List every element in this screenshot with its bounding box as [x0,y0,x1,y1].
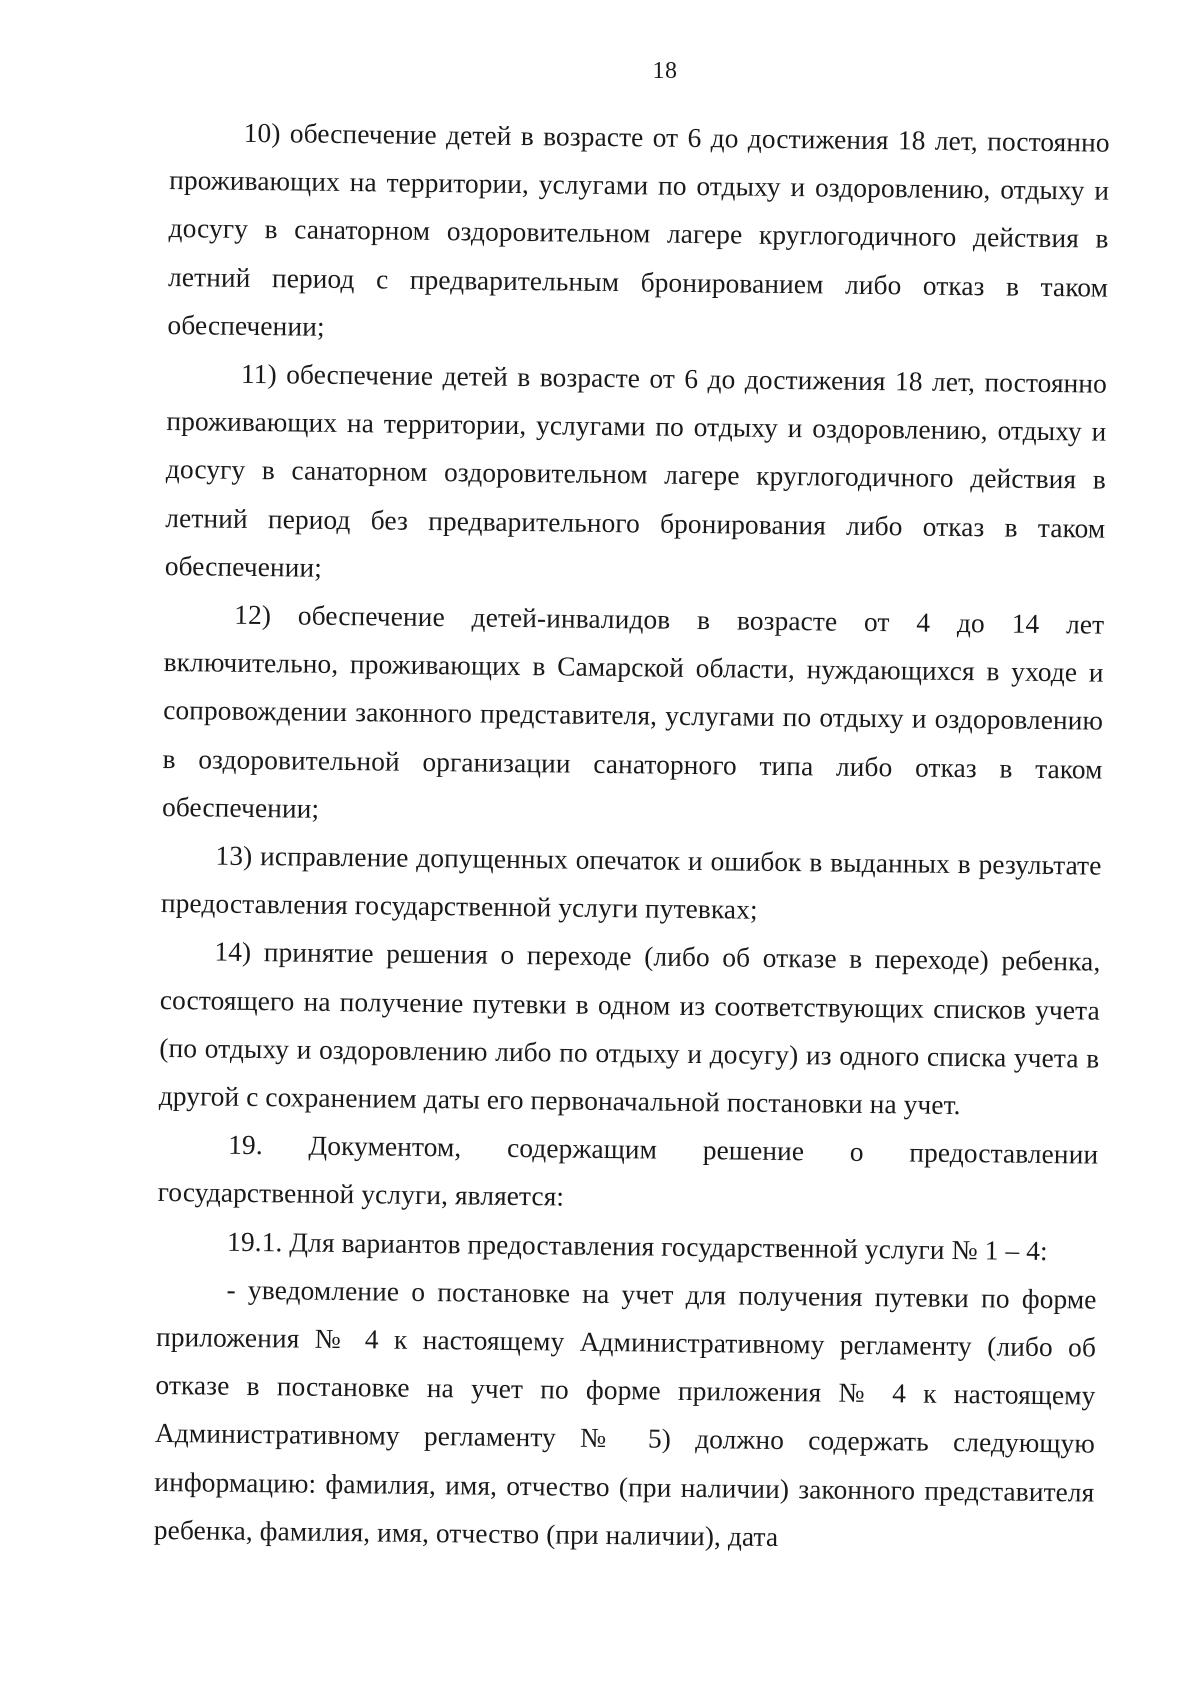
paragraph-section-19-1: 19.1. Для вариантов предоставления государственной услуги № 1 – 4: [226,1226,1048,1266]
paragraph-item-11: 11) обеспечение детей в возрасте от 6 до достижения 18 лет, постоянно проживающих на территории, услугами по отдыху и оздоровлению, отдыху и досугу в санаторном оздоровительном лагере круглогодичного действия в летний период без предварительного бронирования либо отказ в таком обеспечении; [164,358,1108,583]
paragraph-item-14: 14) принятие решения о переходе (либо об отказе в переходе) ребенка, состоящего на получение путевки в одном из соответствующих списков учета (по отдыху и оздоровлению либо по отдыху и досугу) из одного списка учета в другой с сохранением даты его первоначальной постановки на учет. [158,937,1101,1121]
document-body [154,108,1110,1565]
paragraph-section-19: 19. Документом, содержащим решение о предоставлении государственной услуги, является: [157,1129,1099,1213]
paragraph-item-13: 13) исправление допущенных опечаток и ошибок в выданных в результате предоставления государственной услуги путевках; [160,840,1102,925]
page-number: 18 [652,58,678,84]
paragraph-item-12: 12) обеспечение детей-инвалидов в возрасте от 4 до 14 лет включительно, проживающих в Самарской области, нуждающихся в уходе и сопровождении законного представителя, услугами по отдыху и оздоровлению в оздоровительной организации санаторного типа либо отказ в таком обеспечении; [161,599,1105,824]
paragraph-item-10: 10) обеспечение детей в возрасте от 6 до достижения 18 лет, постоянно проживающих на территории, услугами по отдыху и оздоровлению, отдыху и досугу в санаторном оздоровительном лагере круглогодичного действия в летний период с предварительным бронированием либо отказ в таком обеспечении; [167,117,1110,342]
paragraph-notification-text: - уведомление о постановке на учет для получения путевки по форме приложения № 4 к настоящему Административному регламенту (либо об отказе в постановке на учет по форме приложения № 4 к настоящему Административному регламенту № 5) должно содержать следующую информацию: фамилия, имя, отчество (при наличии) законного представителя ребенка, фамилия, имя, отчество (при наличии), дата [153,1274,1097,1552]
